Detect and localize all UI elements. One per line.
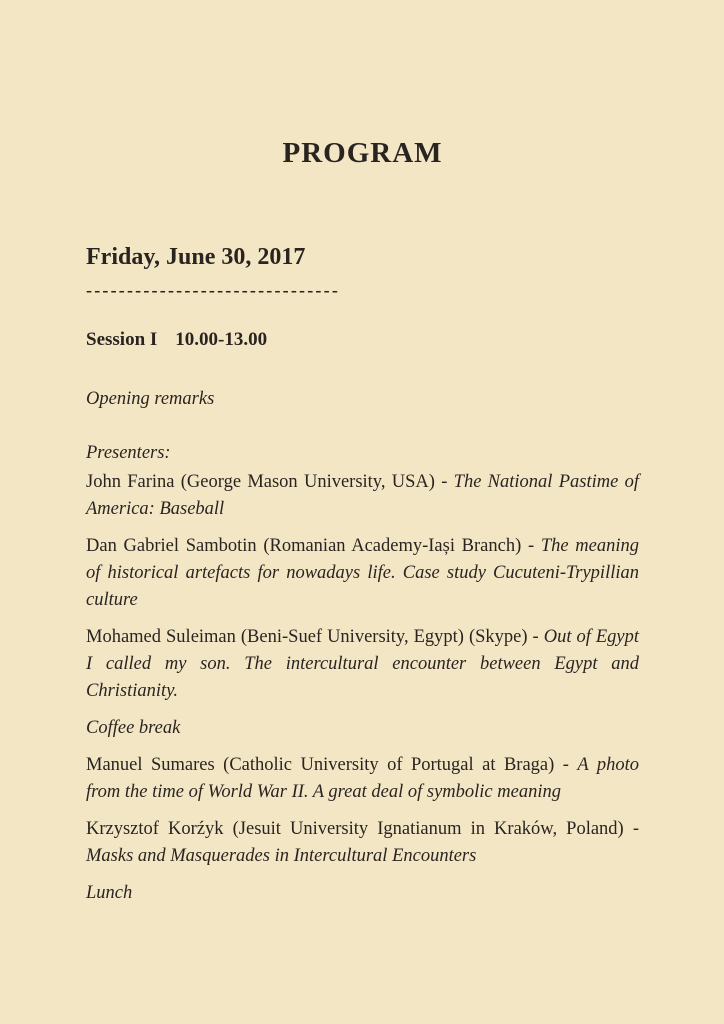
presenter-name: John Farina (George Mason University, USA) — [86, 472, 435, 492]
presentation-entry — [86, 752, 639, 806]
presentation-title: The meaning of historical artefacts for nowadays life. Case study Cucuteni-Trypillian culture — [86, 536, 639, 610]
separator: - — [434, 472, 454, 492]
coffee-break-note: Coffee break — [86, 718, 181, 738]
page-title: PROGRAM — [282, 137, 443, 169]
presenters-label: Presenters: — [86, 443, 171, 463]
separator: - — [527, 627, 544, 647]
presentation-title: Out of Egypt I called my son. The intercultural encounter between Egypt and Christianity. — [86, 627, 639, 701]
presentation-title: A photo from the time of World War II. A great deal of symbolic meaning — [86, 755, 640, 802]
separator: - — [623, 819, 639, 839]
presenter-name: Krzysztof Korźyk (Jesuit University Ignatianum in Kraków, Poland) — [86, 819, 624, 839]
presenter-name: Manuel Sumares (Catholic University of Portugal at Braga) — [86, 755, 555, 775]
dashed-divider: ------------------------------- — [86, 280, 341, 300]
separator: - — [554, 755, 578, 775]
presenter-name: Dan Gabriel Sambotin (Romanian Academy-Iași Branch) — [86, 536, 522, 556]
session-label: Session I — [86, 329, 158, 350]
presentation-entry — [86, 624, 639, 705]
presentation-entry — [86, 816, 639, 870]
date-heading: Friday, June 30, 2017 — [86, 244, 306, 270]
presentation-title: Masks and Masquerades in Intercultural Encounters — [86, 846, 477, 866]
session-time: 10.00-13.00 — [175, 329, 268, 350]
presentation-entry — [86, 469, 639, 523]
separator: - — [521, 536, 541, 556]
presentation-title: The National Pastime of America: Baseball — [86, 472, 639, 519]
lunch-note: Lunch — [86, 883, 133, 903]
session-heading — [86, 328, 639, 352]
opening-remarks-note: Opening remarks — [86, 389, 215, 409]
presentation-entry — [86, 533, 639, 614]
presenter-name: Mohamed Suleiman (Beni-Suef University, Egypt) (Skype) — [86, 627, 528, 647]
